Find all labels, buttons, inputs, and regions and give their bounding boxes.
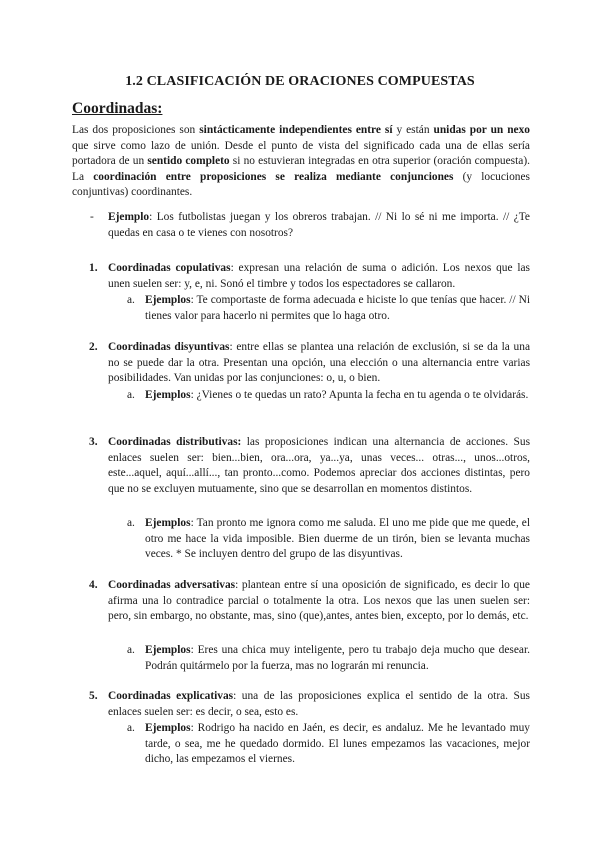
sub-item-disyuntivas xyxy=(127,388,530,404)
sub-label: Ejemplos xyxy=(145,294,191,306)
example-text: : Los futbolistas juegan y los obreros trabajan. // Ni lo sé ni me importa. // ¿Te quedas en casa o te vienes con nosotros? xyxy=(108,211,530,239)
sub-text: : Eres una chica muy inteligente, pero tu trabajo deja mucho que desear. Podrán quitármelo por la fuerza, mas no lograrán mi renuncia. xyxy=(145,644,530,672)
sub-item-adversativas xyxy=(127,643,530,674)
sub-letter: a. xyxy=(127,517,135,529)
sub-text: : Rodrigo ha nacido en Jaén, es decir, es andaluz. Me he levantado muy tarde, o sea, me he quedado dormido. El lunes empezamos las vacaciones, mejor dicho, las empezamos el viernes. xyxy=(145,722,530,766)
item-number: 2. xyxy=(89,341,98,353)
item-number: 3. xyxy=(89,436,98,448)
item-text: : plantean entre sí una oposición de significado, es decir lo que afirma una lo contradice parcial o totalmente la otra. Los nexos que las unen suelen ser: pero, sin embargo, no obstante, mas, sino (que),antes, antes bien, excepto, por lo demás, etc. xyxy=(108,579,530,623)
section-heading: Coordinadas: xyxy=(72,100,163,117)
intro-bold-3: sentido completo xyxy=(147,155,230,168)
list-item-disyuntivas xyxy=(89,340,530,387)
sub-label: Ejemplos xyxy=(145,389,191,401)
list-dash: - xyxy=(90,211,94,223)
main-example xyxy=(90,210,530,241)
sub-text: : Tan pronto me ignora como me saluda. El uno me pide que me quede, el otro me hace la vida imposible. Bien duerme de un tirón, bien se levanta muchas veces. * Se incluyen dentro del grupo de las disyuntivas. xyxy=(145,517,530,561)
list-item-distributivas xyxy=(89,435,530,497)
item-label: Coordinadas adversativas xyxy=(108,579,236,591)
sub-letter: a. xyxy=(127,644,135,656)
item-text: : una de las proposiciones explica el sentido de la otra. Sus enlaces suelen ser: es decir, o sea, esto es. xyxy=(108,690,530,718)
intro-bold-4: coordinación entre proposiciones se realiza mediante conjunciones xyxy=(93,170,454,183)
sub-text: : ¿Vienes o te quedas un rato? Apunta la fecha en tu agenda o te olvidarás. xyxy=(190,389,529,401)
intro-text-3: que sirve como lazo de unión. Desde el punto de vista del significado cada una de ellas sería portadora de un xyxy=(72,139,530,168)
item-label: Coordinadas distributivas: xyxy=(108,436,242,448)
sub-letter: a. xyxy=(127,294,135,306)
list-item-explicativas xyxy=(89,689,530,720)
intro-paragraph xyxy=(72,123,530,201)
sub-item-copulativas xyxy=(127,293,530,324)
sub-letter: a. xyxy=(127,389,135,401)
sub-label: Ejemplos xyxy=(145,517,191,529)
item-label: Coordinadas copulativas xyxy=(108,262,231,274)
list-item-copulativas xyxy=(89,261,530,292)
sub-item-explicativas xyxy=(127,721,530,768)
intro-bold-2: unidas por un nexo xyxy=(433,124,530,136)
item-number: 1. xyxy=(89,262,98,274)
item-label: Coordinadas explicativas xyxy=(108,690,234,702)
intro-text-5: (y locuciones conjuntivas) coordinantes. xyxy=(72,170,530,199)
sub-label: Ejemplos xyxy=(145,722,191,734)
intro-bold-1: sintácticamente independientes entre sí xyxy=(199,124,393,136)
sub-letter: a. xyxy=(127,722,135,734)
sub-text: : Te comportaste de forma adecuada e hiciste lo que tenías que hacer. // Ni tienes valor para hacerlo ni permites que lo haga otro. xyxy=(145,294,530,322)
item-number: 5. xyxy=(89,690,98,702)
intro-text-2: y están xyxy=(392,124,434,136)
page-title: 1.2 CLASIFICACIÓN DE ORACIONES COMPUESTAS xyxy=(125,74,475,89)
list-item-adversativas xyxy=(89,578,530,625)
intro-text-4: si no estuvieran integradas en otra superior (oración compuesta). La xyxy=(72,155,530,183)
item-text: las proposiciones indican una alternancia de acciones. Sus enlaces suelen ser: bien...bien, ora...ora, ya...ya, unas veces... otras..., unos...otros, este...aquel, aquí...allí..., tan pronto...como. Podemos apreciar dos acciones distintas, pero que no se excluyen mutuamente, sino que se desarrollan en momentos distintos. xyxy=(108,436,530,495)
item-label: Coordinadas disyuntivas xyxy=(108,341,230,353)
sub-item-distributivas xyxy=(127,516,530,563)
item-number: 4. xyxy=(89,579,98,591)
item-text: : entre ellas se plantea una relación de exclusión, si se da la una no se puede dar la otra. Presentan una opción, una elección o una alternancia entre varias posibilidades. Van unidas por las conjunciones: o, u, o bien. xyxy=(108,341,530,385)
sub-label: Ejemplos xyxy=(145,644,191,656)
example-label: Ejemplo xyxy=(108,211,150,223)
intro-text-1: Las dos proposiciones son xyxy=(72,124,200,136)
item-text: : expresan una relación de suma o adición. Los nexos que las unen suelen ser: y, e, ni. Sonó el timbre y todos los espectadores se callaron. xyxy=(108,262,530,290)
